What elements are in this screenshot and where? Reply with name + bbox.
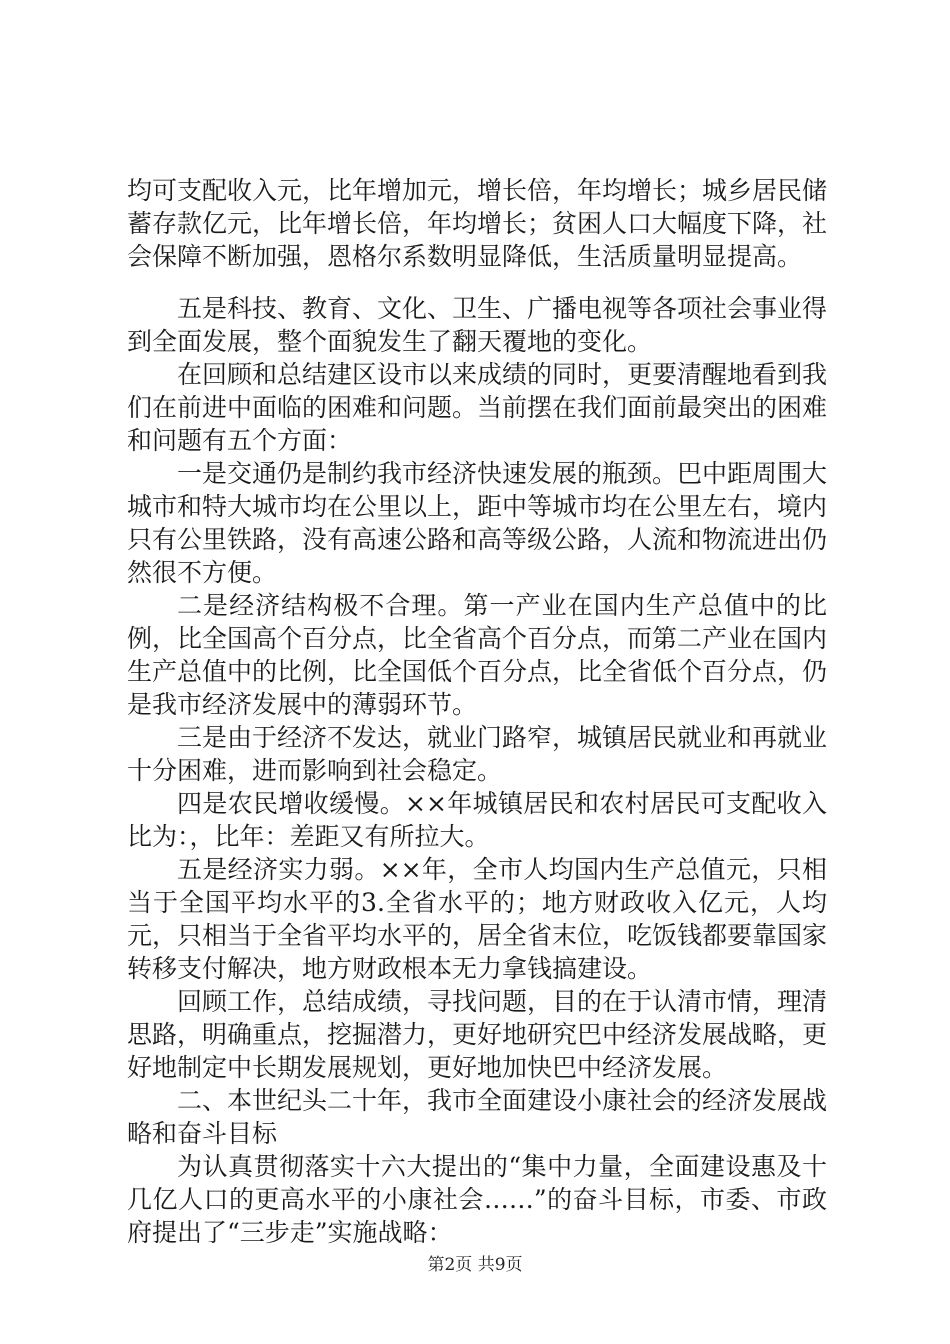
paragraph-difficulties-intro: 在回顾和总结建区设市以来成绩的同时，更要清醒地看到我们在前进中面临的困难和问题。当前摆在我们面前最突出的困难和问题有五个方面： <box>127 360 828 455</box>
paragraph-social-undertakings: 五是科技、教育、文化、卫生、广播电视等各项社会事业得到全面发展，整个面貌发生了翻天覆地的变化。 <box>127 294 828 356</box>
paragraph-three-step-strategy: 为认真贯彻落实十六大提出的“集中力量，全面建设惠及十几亿人口的更高水平的小康社会……”的奋斗目标，市委、市政府提出了“三步走”实施战略： <box>127 1152 827 1247</box>
paragraph-transport: 一是交通仍是制约我市经济快速发展的瓶颈。巴中距周围大城市和特大城市均在公里以上，距中等城市均在公里左右，境内只有公里铁路，没有高速公路和高等级公路，人流和物流进出仍然很不方便。 <box>127 459 828 587</box>
paragraph-employment: 三是由于经济不发达，就业门路窄，城镇居民就业和再就业十分困难，进而影响到社会稳定。 <box>127 723 828 785</box>
paragraph-economic-strength: 五是经济实力弱。××年，全市人均国内生产总值元，只相当于全国平均水平的3.全省水平的；地方财政收入亿元，人均元，只相当于全省平均水平的，居全省末位，吃饭钱都要靠国家转移支付解决，地方财政根本无力拿钱搞建设。 <box>127 855 828 983</box>
paragraph-economic-structure: 二是经济结构极不合理。第一产业在国内生产总值中的比例，比全国高个百分点，比全省高个百分点，而第二产业在国内生产总值中的比例，比全国低个百分点，比全省低个百分点，仍是我市经济发展中的薄弱环节。 <box>127 591 828 719</box>
paragraph-review-summary: 回顾工作，总结成绩，寻找问题，目的在于认清市情，理清思路，明确重点，挖掘潜力，更好地研究巴中经济发展战略，更好地制定中长期发展规划，更好地加快巴中经济发展。 <box>127 987 828 1082</box>
paragraph-farmer-income: 四是农民增收缓慢。××年城镇居民和农村居民可支配收入比为：，比年：差距又有所拉大。 <box>127 789 827 851</box>
paragraph-income-continuation: 均可支配收入元，比年增加元，增长倍，年均增长；城乡居民储蓄存款亿元，比年增长倍，年均增长；贫困人口大幅度下降，社会保障不断加强，恩格尔系数明显降低，生活质量明显提高。 <box>127 176 828 271</box>
body-text <box>127 174 827 1249</box>
page-number-footer: 第2页 共9页 <box>427 1255 523 1275</box>
section-heading-strategy: 二、本世纪头二十年，我市全面建设小康社会的经济发展战略和奋斗目标 <box>127 1086 828 1148</box>
